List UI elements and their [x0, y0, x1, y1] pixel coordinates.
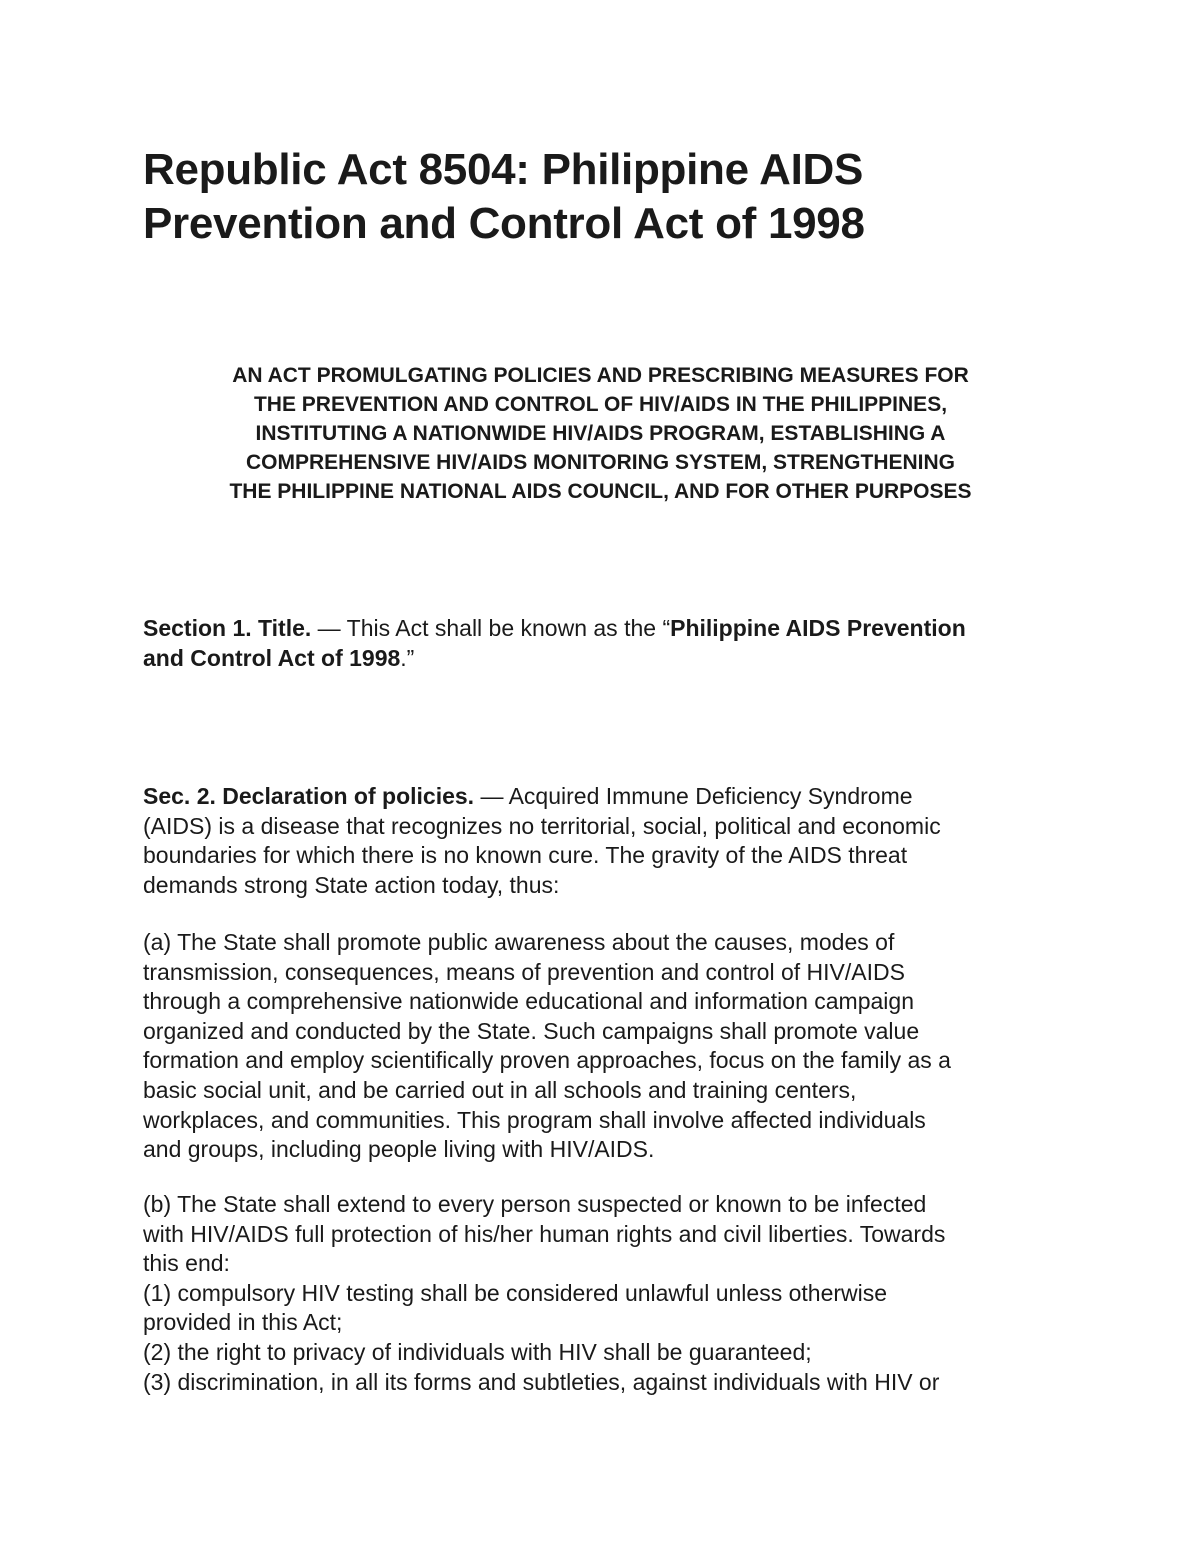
act-long-title [143, 361, 1058, 506]
section-1-line [143, 644, 1083, 674]
short-title-part: and Control Act of 1998 [143, 644, 401, 671]
section-1-title [143, 614, 1083, 673]
document-title-line: Prevention and Control Act of 1998 [143, 199, 865, 248]
section-2-heading: Sec. 2. Declaration of policies. [143, 783, 475, 809]
paragraph-a-line: (a) The State shall promote public awareness about the causes, modes of [143, 929, 895, 955]
act-long-title-line: COMPREHENSIVE HIV/AIDS MONITORING SYSTEM, STRENGTHENING [245, 451, 956, 474]
section-2-line: demands strong State action today, thus: [143, 871, 560, 898]
paragraph-b-line: this end: [143, 1250, 230, 1277]
paragraph-a-line: transmission, consequences, means of prevention and control of HIV/AIDS [143, 958, 905, 985]
section-2-line: (AIDS) is a disease that recognizes no territorial, social, political and economic [143, 812, 941, 839]
section-1-closing: .” [400, 644, 415, 671]
paragraph-b [143, 1190, 1083, 1397]
section-2-dash: — [474, 783, 509, 809]
paragraph-b-line: (b) The State shall extend to every person suspected or known to be infected [143, 1191, 927, 1217]
section-2-declaration [143, 782, 1083, 900]
paragraph-a-line: workplaces, and communities. This program shall involve affected individuals [143, 1106, 926, 1133]
paragraph-a-line: and groups, including people living with HIV/AIDS. [143, 1136, 655, 1163]
section-2-text: Acquired Immune Deficiency Syndrome [508, 783, 913, 809]
paragraph-a-line: organized and conducted by the State. Such campaigns shall promote value [143, 1017, 920, 1044]
section-2-line: boundaries for which there is no known cure. The gravity of the AIDS threat [143, 842, 908, 869]
paragraph-a-line: basic social unit, and be carried out in all schools and training centers, [143, 1076, 857, 1103]
section-2-line [143, 782, 1083, 812]
section-1-heading: Section 1. Title. [143, 615, 312, 641]
act-long-title-line: THE PHILIPPINE NATIONAL AIDS COUNCIL, AND FOR OTHER PURPOSES [229, 480, 972, 503]
document-title-line: Republic Act 8504: Philippine AIDS [143, 145, 864, 194]
section-1-text: — This Act shall be known as the “ [311, 615, 671, 641]
act-long-title-line: INSTITUTING A NATIONWIDE HIV/AIDS PROGRAM, ESTABLISHING A [255, 422, 946, 445]
short-title-part: Philippine AIDS Prevention [670, 615, 966, 641]
paragraph-b-line: with HIV/AIDS full protection of his/her human rights and civil liberties. Towards [143, 1220, 946, 1247]
paragraph-a-line: formation and employ scientifically proven approaches, focus on the family as a [143, 1047, 951, 1074]
paragraph-a-line: through a comprehensive nationwide educational and information campaign [143, 988, 914, 1015]
section-1-line [143, 614, 1083, 644]
act-long-title-line: AN ACT PROMULGATING POLICIES AND PRESCRIBING MEASURES FOR [232, 364, 969, 387]
paragraph-b-line: (2) the right to privacy of individuals with HIV shall be guaranteed; [143, 1338, 812, 1365]
paragraph-b-line: provided in this Act; [143, 1309, 343, 1336]
paragraph-b-line: (1) compulsory HIV testing shall be considered unlawful unless otherwise [143, 1279, 888, 1306]
act-long-title-line: THE PREVENTION AND CONTROL OF HIV/AIDS IN THE PHILIPPINES, [253, 393, 948, 416]
paragraph-a [143, 928, 1083, 1165]
document-title [143, 143, 1083, 251]
paragraph-b-line: (3) discrimination, in all its forms and subtleties, against individuals with HIV or [143, 1368, 940, 1395]
